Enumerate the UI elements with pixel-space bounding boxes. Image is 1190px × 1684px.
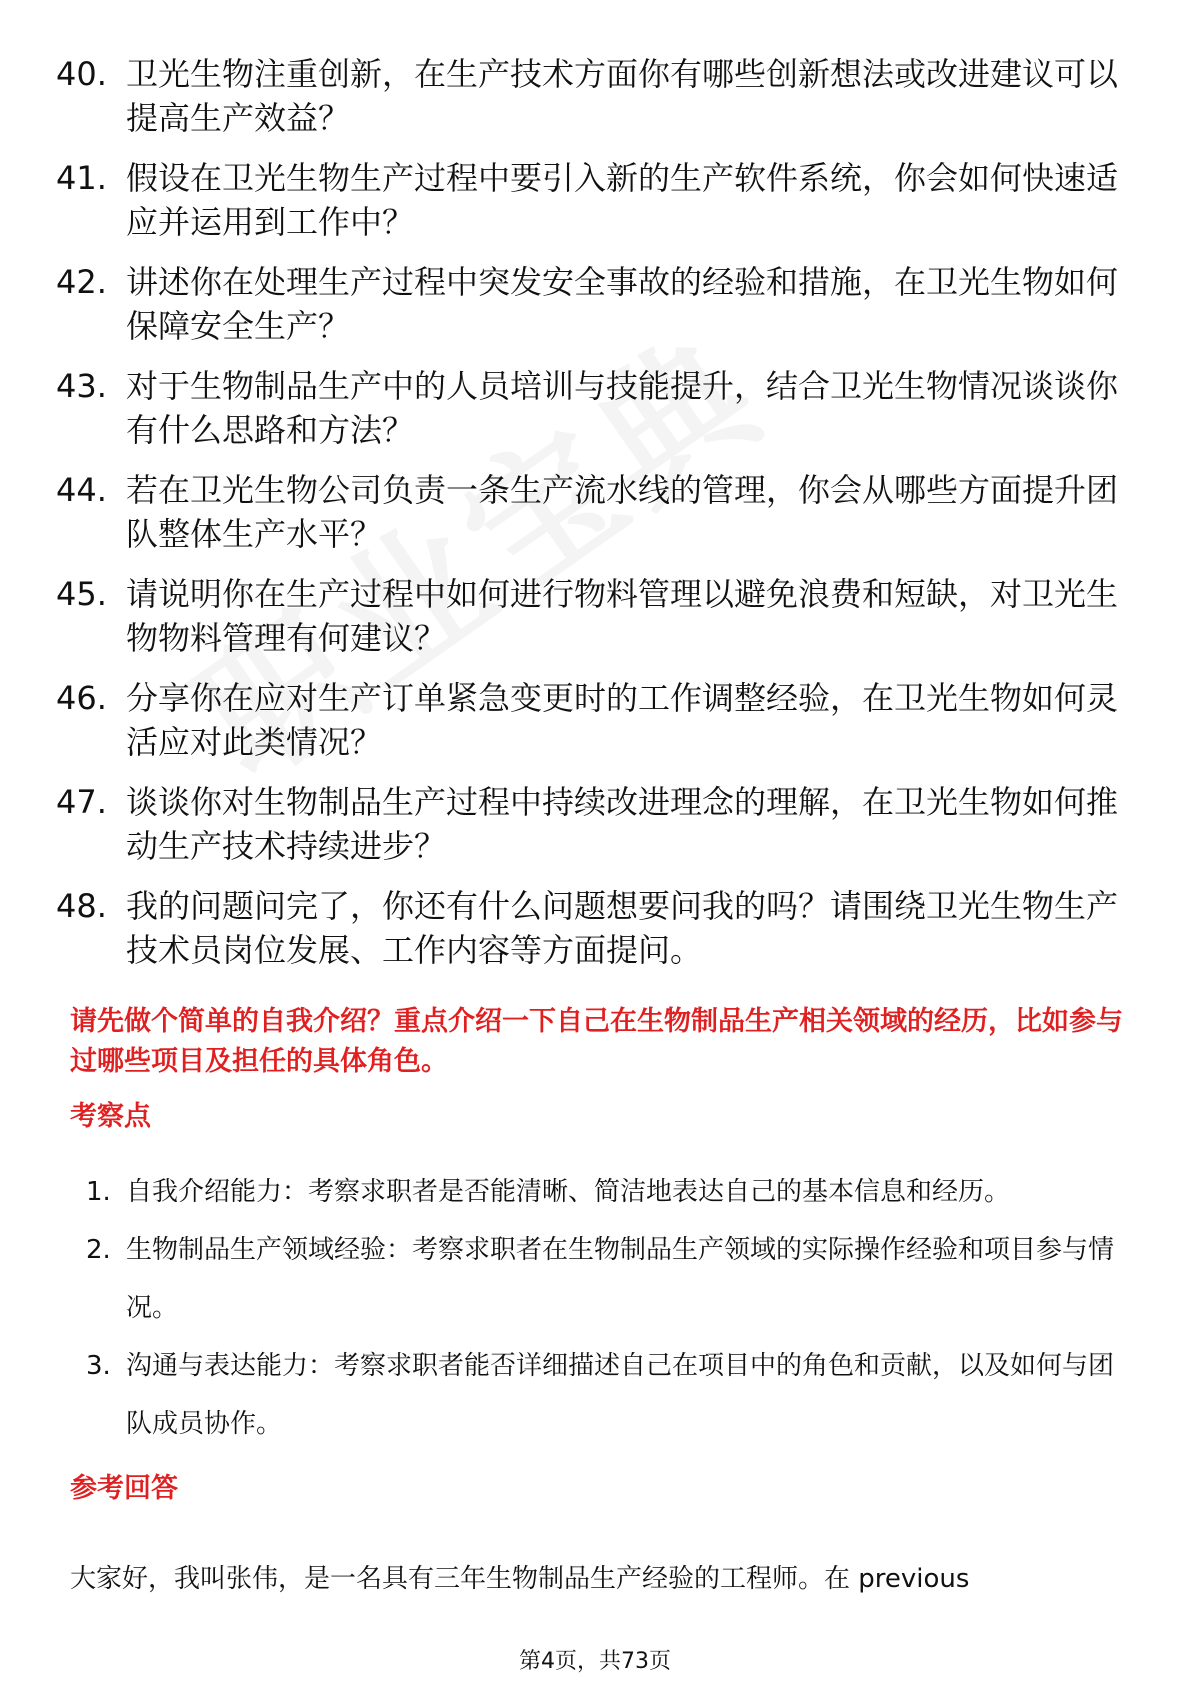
question-number: 45. (56, 575, 107, 613)
question-item (0, 52, 1190, 140)
question-item (0, 676, 1190, 764)
examination-point (0, 1337, 1190, 1453)
question-text: 我的问题问完了，你还有什么问题想要问我的吗？请围绕卫光生物生产技术员岗位发展、工作内容等方面提问。 (126, 887, 1119, 969)
reference-heading: 参考回答 (70, 1473, 178, 1504)
question-list (0, 52, 1190, 988)
question-number: 40. (56, 55, 107, 93)
question-text: 分享你在应对生产订单紧急变更时的工作调整经验，在卫光生物如何灵活应对此类情况？ (126, 679, 1119, 761)
question-text: 对于生物制品生产中的人员培训与技能提升，结合卫光生物情况谈谈你有什么思路和方法？ (126, 367, 1119, 449)
question-text: 卫光生物注重创新，在生产技术方面你有哪些创新想法或改进建议可以提高生产效益？ (126, 55, 1119, 137)
point-number: 3. (86, 1351, 111, 1381)
point-text: 自我介绍能力：考察求职者是否能清晰、简洁地表达自己的基本信息和经历。 (126, 1177, 1011, 1207)
question-number: 44. (56, 471, 107, 509)
question-item (0, 364, 1190, 452)
question-number: 41. (56, 159, 107, 197)
question-text: 谈谈你对生物制品生产过程中持续改进理念的理解，在卫光生物如何推动生产技术持续进步？ (126, 783, 1119, 865)
point-number: 1. (86, 1177, 111, 1207)
question-item (0, 260, 1190, 348)
point-number: 2. (86, 1235, 111, 1265)
question-number: 43. (56, 367, 107, 405)
question-item (0, 156, 1190, 244)
question-item (0, 468, 1190, 556)
question-text: 若在卫光生物公司负责一条生产流水线的管理，你会从哪些方面提升团队整体生产水平？ (126, 471, 1119, 553)
intro-question: 请先做个简单的自我介绍？重点介绍一下自己在生物制品生产相关领域的经历，比如参与过哪些项目及担任的具体角色。 (70, 1006, 1123, 1077)
examination-point (0, 1221, 1190, 1337)
question-item (0, 572, 1190, 660)
examination-point-list (0, 1163, 1190, 1453)
question-item (0, 884, 1190, 972)
page-number: 第4页，共73页 (519, 1649, 671, 1674)
question-number: 42. (56, 263, 107, 301)
question-number: 47. (56, 783, 107, 821)
question-text: 讲述你在处理生产过程中突发安全事故的经验和措施，在卫光生物如何保障安全生产？ (126, 263, 1119, 345)
examination-point (0, 1163, 1190, 1221)
question-number: 48. (56, 887, 107, 925)
question-item (0, 780, 1190, 868)
examination-heading: 考察点 (70, 1101, 151, 1132)
question-text: 请说明你在生产过程中如何进行物料管理以避免浪费和短缺，对卫光生物物料管理有何建议？ (126, 575, 1119, 657)
point-text: 生物制品生产领域经验：考察求职者在生物制品生产领域的实际操作经验和项目参与情况。 (126, 1235, 1115, 1323)
point-text: 沟通与表达能力：考察求职者能否详细描述自己在项目中的角色和贡献，以及如何与团队成员协作。 (126, 1351, 1115, 1439)
reference-answer: 大家好，我叫张伟，是一名具有三年生物制品生产经验的工程师。在 previous (70, 1564, 970, 1594)
question-number: 46. (56, 679, 107, 717)
question-text: 假设在卫光生物生产过程中要引入新的生产软件系统，你会如何快速适应并运用到工作中？ (126, 159, 1119, 241)
